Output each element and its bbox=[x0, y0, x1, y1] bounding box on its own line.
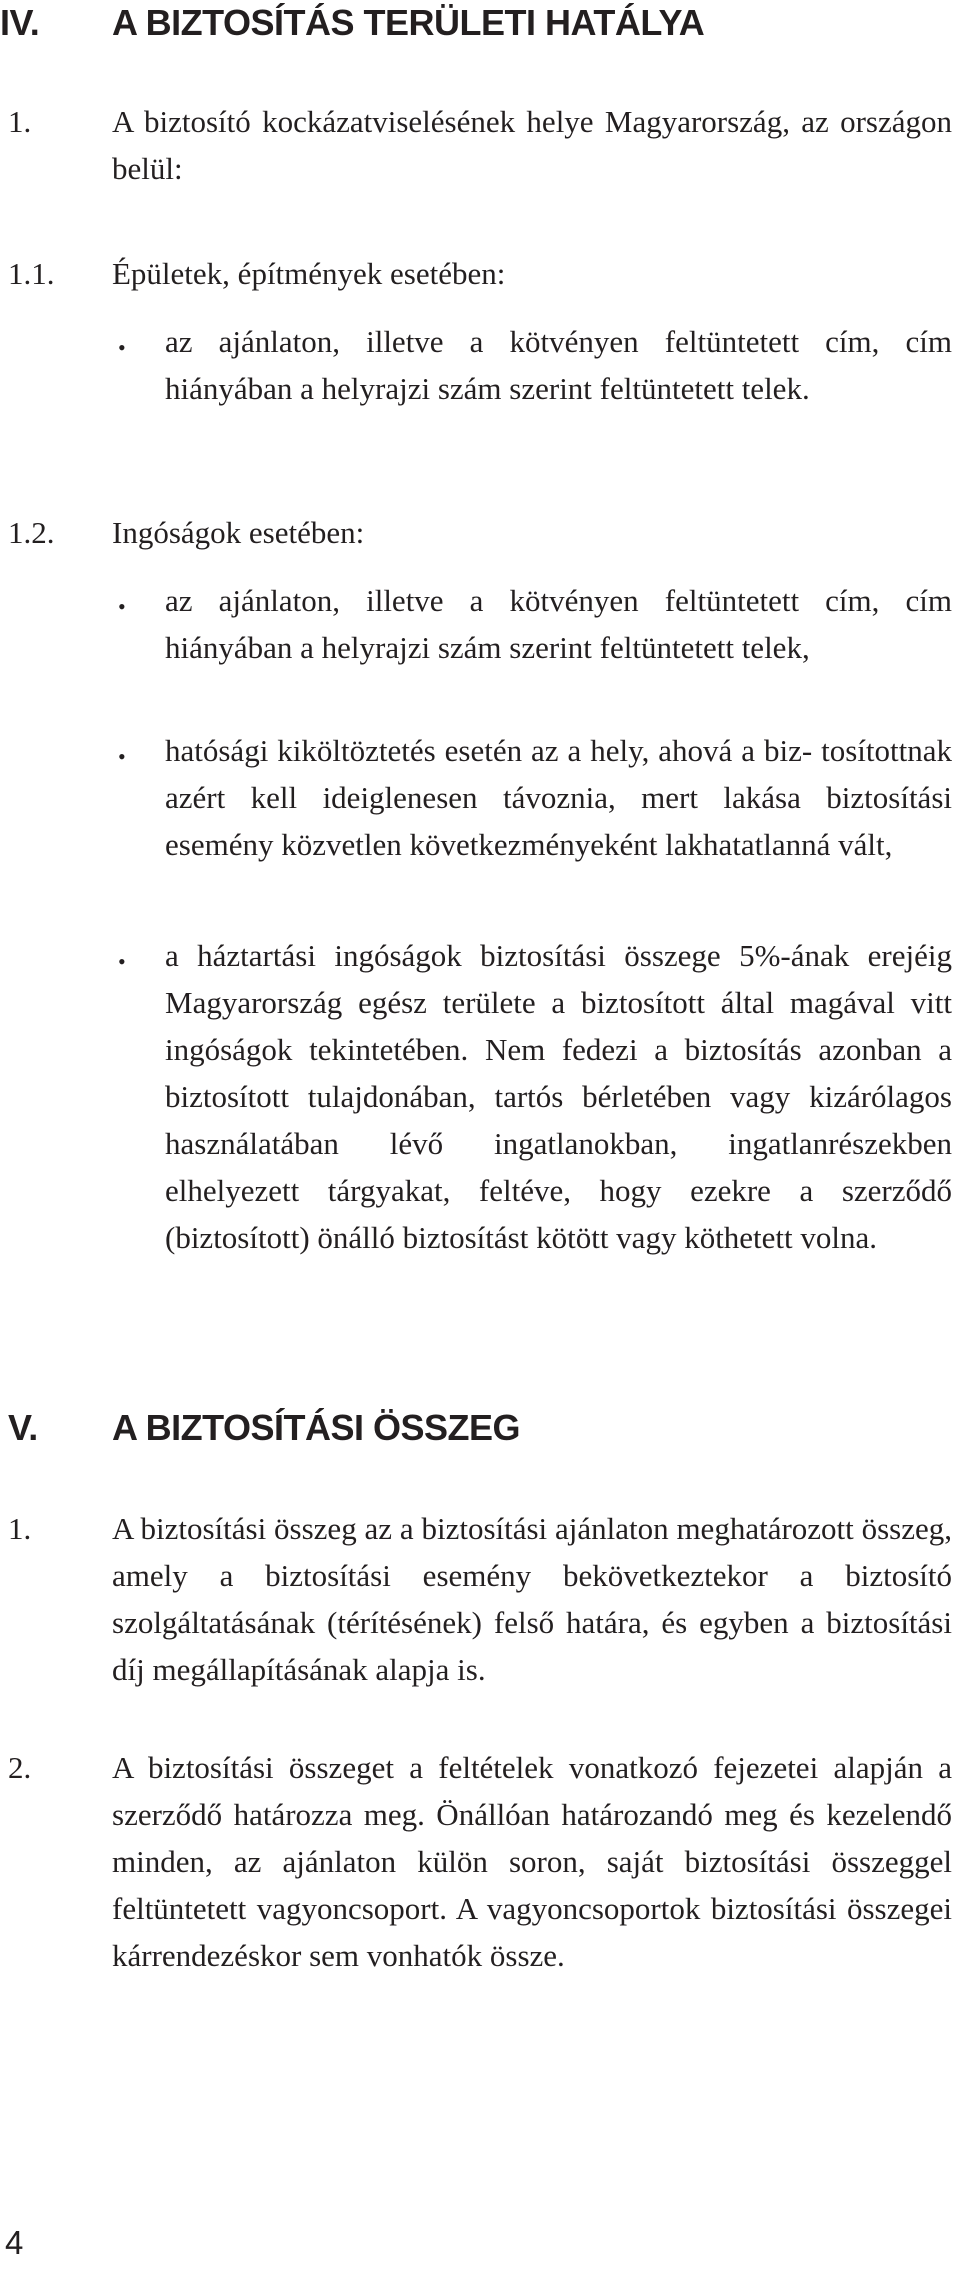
item-iv-1-2-bullet-1: az ajánlaton, illetve a kötvényen feltüntetett cím, cím hiányában a helyrajzi szám szerint feltüntetett telek, bbox=[165, 583, 952, 665]
bullet-marker: • bbox=[118, 949, 126, 974]
item-iv-1-2-number: 1.2. bbox=[8, 515, 55, 550]
item-iv-1-text: A biztosító kockázatviselésének helye Magyarország, az országon belül: bbox=[112, 104, 952, 186]
section-v-title: A BIZTOSÍTÁSI ÖSSZEG bbox=[112, 1407, 521, 1448]
item-iv-1-1-bullet: az ajánlaton, illetve a kötvényen feltüntetett cím, cím hiányában a helyrajzi szám szerint feltüntetett telek. bbox=[165, 324, 952, 406]
item-iv-1-1-title: Épületek, építmények esetében: bbox=[112, 256, 506, 291]
item-iv-1-1-number: 1.1. bbox=[8, 256, 55, 291]
page-number: 4 bbox=[5, 2224, 24, 2261]
section-iv-title: A BIZTOSÍTÁS TERÜLETI HATÁLYA bbox=[112, 2, 705, 43]
item-iv-1-2-bullet-2: hatósági kiköltöztetés esetén az a hely, ahová a biz- tosítottnak azért kell ideiglenesen távoznia, mert lakása biztosítási esemény közvetlen következményeként lakhatatlanná vált, bbox=[165, 733, 952, 862]
item-iv-1-2-title: Ingóságok esetében: bbox=[112, 515, 365, 550]
item-iv-1-number: 1. bbox=[8, 104, 32, 139]
bullet-marker: • bbox=[118, 744, 126, 769]
item-v-2-number: 2. bbox=[8, 1750, 32, 1785]
item-v-1-text: A biztosítási összeg az a biztosítási ajánlaton meghatározott összeg, amely a biztosítási esemény bekövetkeztekor a biztosító szolgáltatásának (térítésének) felső határa, és egyben a biztosítási díj megállapításának alapja is. bbox=[112, 1511, 952, 1687]
item-v-2-text: A biztosítási összeget a feltételek vonatkozó fejezetei alapján a szerződő határozza meg. Önállóan határozandó meg és kezelendő minden, az ajánlaton külön soron, saját biztosítási összeggel feltüntetett vagyoncsoport. A vagyoncsoportok biztosítási összegei kárrendezéskor sem vonhatók össze. bbox=[112, 1750, 952, 1973]
bullet-marker: • bbox=[118, 594, 126, 619]
item-v-1-number: 1. bbox=[8, 1511, 32, 1546]
section-iv-number: IV. bbox=[0, 2, 40, 43]
bullet-marker: • bbox=[118, 335, 126, 360]
section-v-number: V. bbox=[8, 1407, 38, 1448]
item-iv-1-2-bullet-3: a háztartási ingóságok biztosítási összege 5%-ának erejéig Magyarország egész területe a biztosított által magával vitt ingóságok tekintetében. Nem fedezi a biztosítás azonban a biztosított tulajdonában, tartós bérletében vagy kizárólagos használatában lévő ingatlanokban, ingatlanrészekben elhelyezett tárgyakat, feltéve, hogy ezekre a szerződő (biztosított) önálló biztosítást kötött vagy köthetett volna. bbox=[165, 938, 952, 1255]
